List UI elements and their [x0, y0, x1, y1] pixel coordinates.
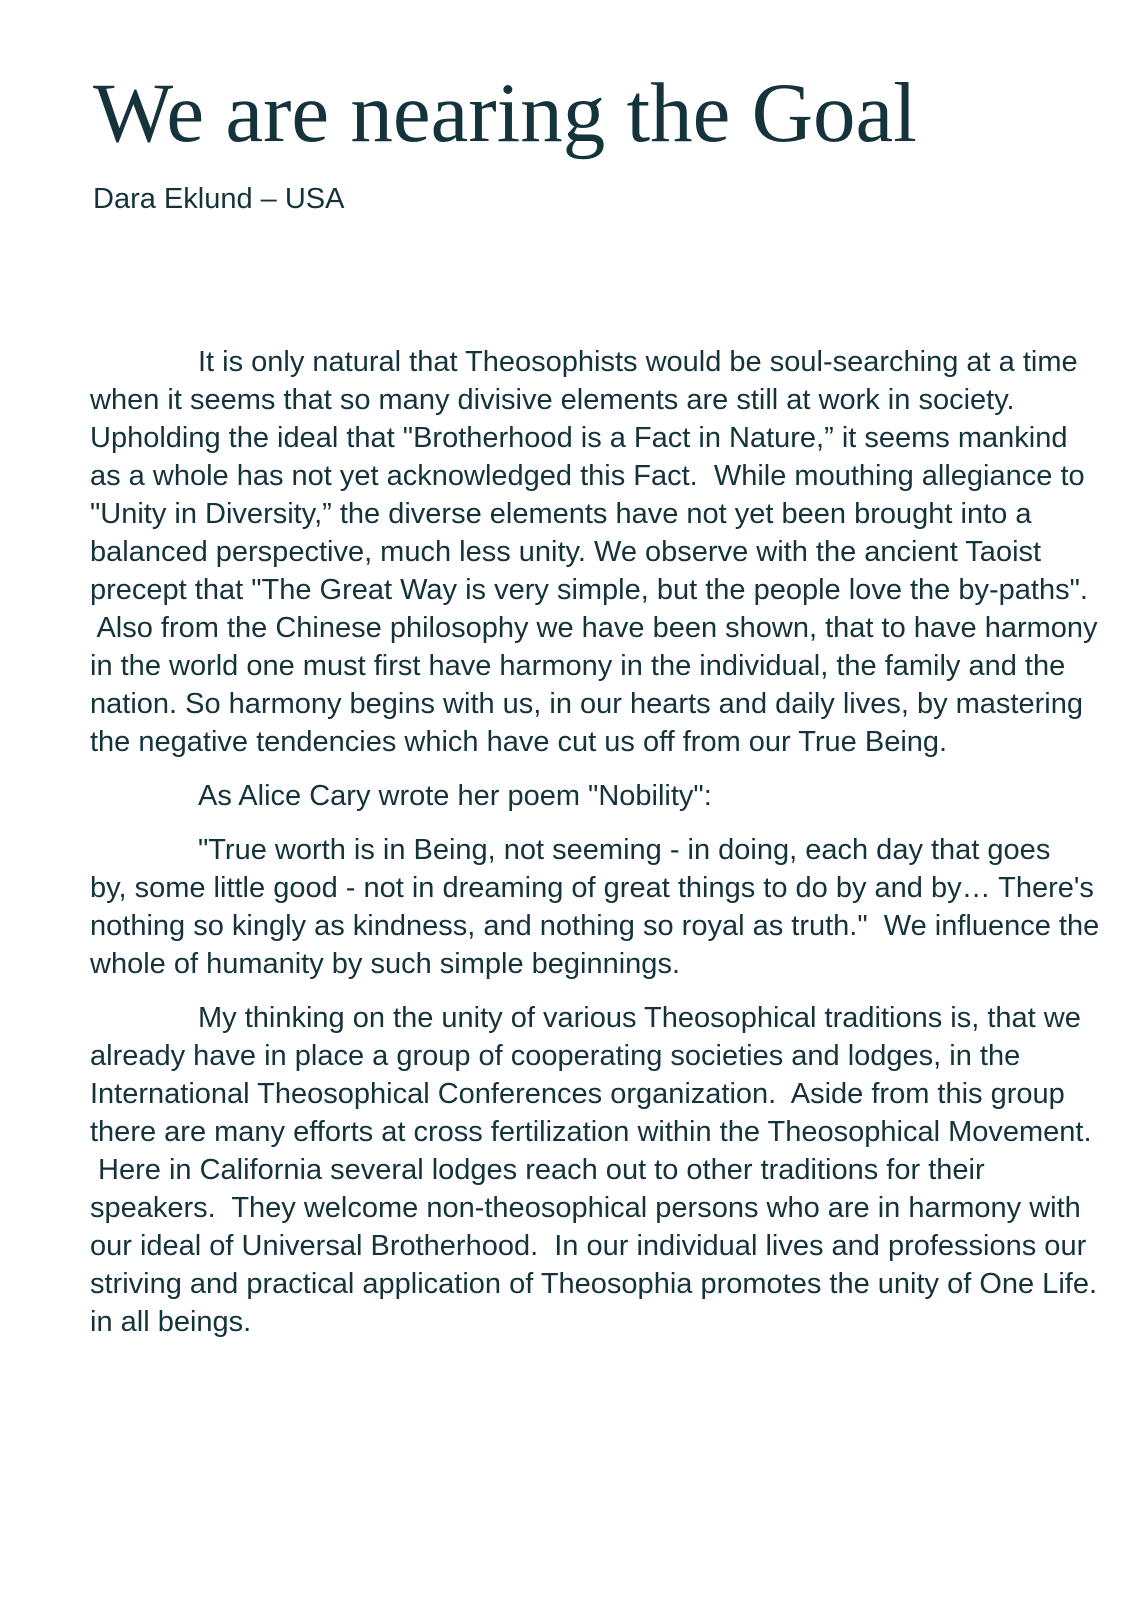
text-line: My thinking on the unity of various Theosophical traditions is, that we [198, 1002, 1081, 1034]
text-line: the negative tendencies which have cut us off from our True Being. [90, 726, 948, 758]
text-line: International Theosophical Conferences organization. Aside from this group [90, 1078, 1065, 1110]
text-line: as a whole has not yet acknowledged this Fact. While mouthing allegiance to [90, 460, 1085, 492]
text-line: "True worth is in Being, not seeming - in doing, each day that goes [198, 834, 1051, 866]
text-line: in all beings. [90, 1306, 252, 1338]
text-line: balanced perspective, much less unity. We observe with the ancient Taoist [90, 536, 1042, 568]
text-line: striving and practical application of Theosophia promotes the unity of One Life. [90, 1268, 1097, 1300]
text-line: there are many efforts at cross fertilization within the Theosophical Movement. [90, 1116, 1092, 1148]
text-line: by, some little good - not in dreaming of great things to do by and by… There's [90, 872, 1094, 904]
text-line: It is only natural that Theosophists would be soul-searching at a time [198, 346, 1078, 378]
paragraph [90, 999, 1097, 1341]
text-line: when it seems that so many divisive elements are still at work in society. [90, 384, 1015, 416]
text-line: "Unity in Diversity,” the diverse elements have not yet been brought into a [90, 498, 1032, 530]
article-body [90, 343, 1100, 1341]
text-line: Also from the Chinese philosophy we have been shown, that to have harmony [90, 612, 1098, 644]
text-line: in the world one must first have harmony in the individual, the family and the [90, 650, 1066, 682]
author-byline: Dara Eklund – USA [93, 183, 345, 215]
page-title: We are nearing the Goal [93, 66, 917, 160]
text-line: precept that "The Great Way is very simple, but the people love the by-paths". [90, 574, 1088, 606]
text-line: already have in place a group of cooperating societies and lodges, in the [90, 1040, 1021, 1072]
text-line: our ideal of Universal Brotherhood. In our individual lives and professions our [90, 1230, 1087, 1262]
text-line: whole of humanity by such simple beginnings. [90, 948, 680, 980]
text-line: nation. So harmony begins with us, in our hearts and daily lives, by mastering [90, 688, 1083, 720]
text-line: Upholding the ideal that "Brotherhood is a Fact in Nature,” it seems mankind [90, 422, 1068, 454]
text-line: nothing so kingly as kindness, and nothing so royal as truth." We influence the [90, 910, 1100, 942]
text-line: As Alice Cary wrote her poem "Nobility": [198, 780, 712, 812]
text-line: Here in California several lodges reach out to other traditions for their [90, 1154, 985, 1186]
text-line: speakers. They welcome non-theosophical persons who are in harmony with [90, 1192, 1081, 1224]
paragraph [90, 343, 1098, 761]
paragraph [90, 777, 1050, 815]
paragraph [90, 831, 1100, 983]
